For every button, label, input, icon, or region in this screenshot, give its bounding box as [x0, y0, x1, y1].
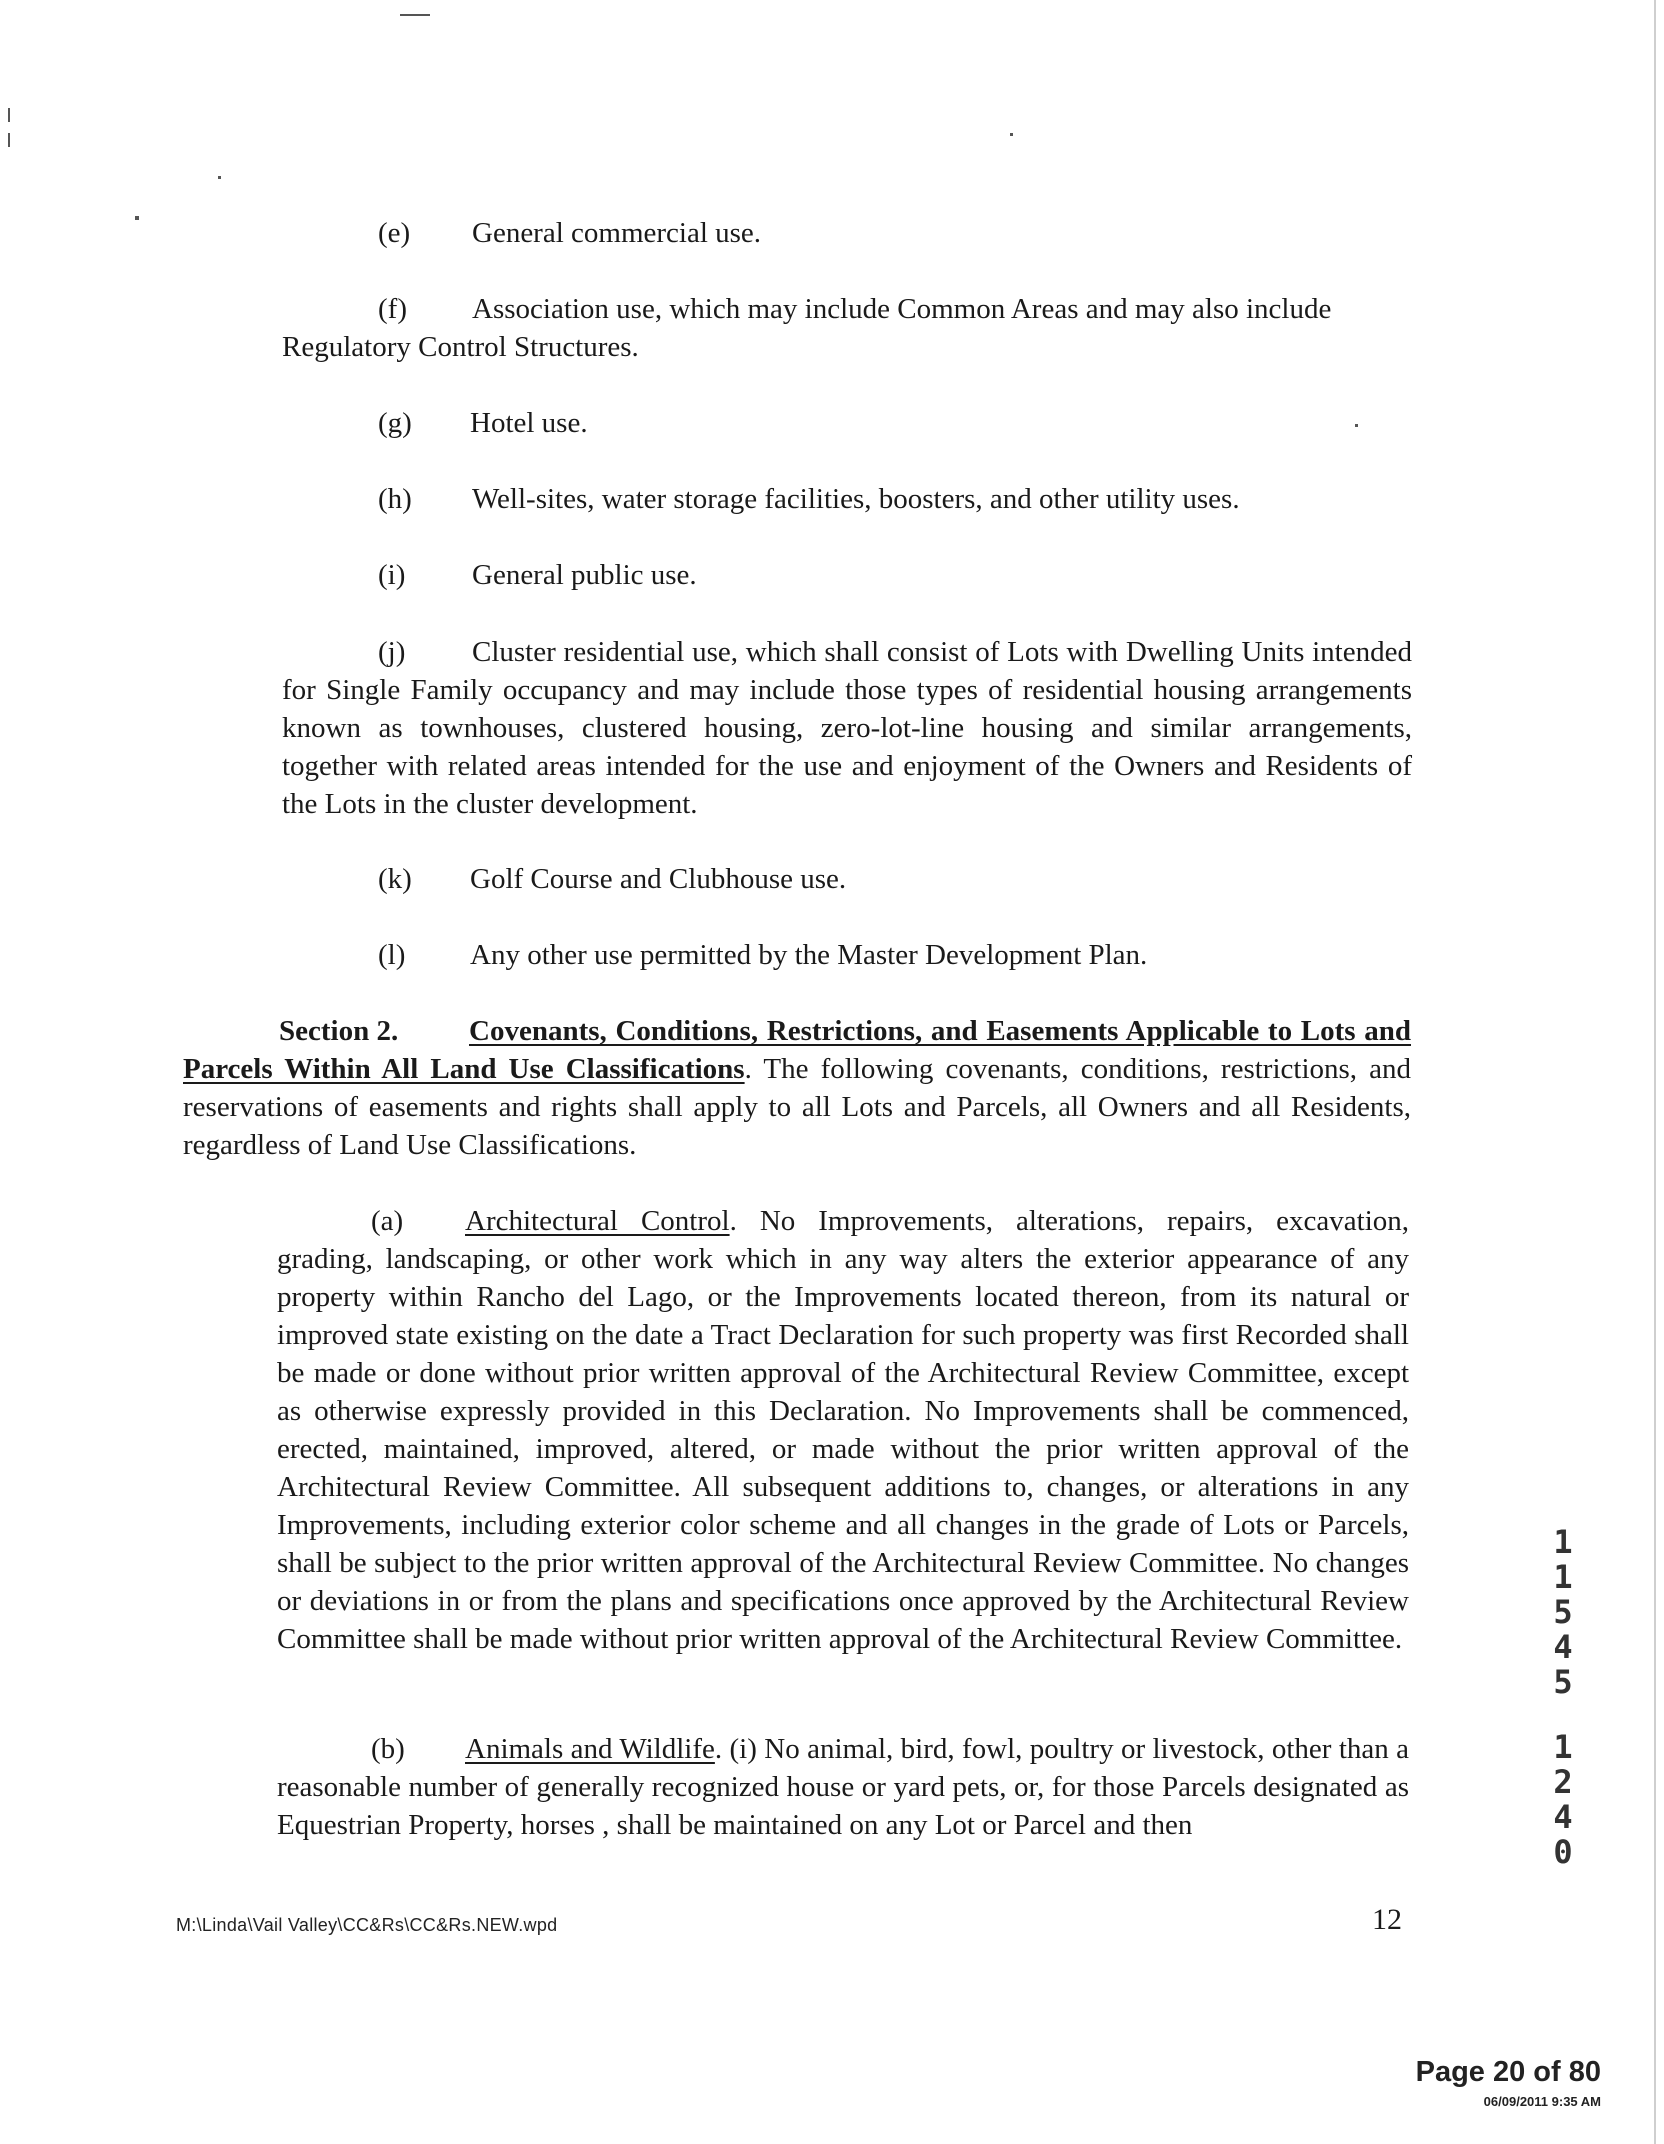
list-item [378, 214, 761, 252]
item-label: (e) [378, 217, 411, 249]
list-item [378, 404, 588, 442]
scan-mark [1355, 424, 1358, 427]
list-item-paragraph [282, 633, 1412, 823]
item-text: Cluster residential use, which shall consist of Lots with Dwelling Units intended for Single Family occupancy and may include those types of residential housing arrangements known as townhouses, clustered housing, zero-lot-line housing and similar arrangements, together with related areas intended for the use and enjoyment of the Owners and Residents of the Lots in the cluster development. [282, 636, 1412, 820]
stamp-digit: 4 [1553, 1798, 1573, 1836]
scan-mark [218, 176, 221, 179]
recording-number-bottom [1548, 1730, 1578, 1870]
item-text: General public use. [472, 559, 697, 591]
stamp-digit: 1 [1553, 1523, 1573, 1561]
item-text-cont: Regulatory Control Structures. [282, 331, 639, 363]
item-label: (k) [378, 863, 412, 895]
item-label: (g) [378, 407, 412, 439]
recorder-page-count: Page 20 of 80 [1415, 2056, 1601, 2088]
subsection-label: (b) [371, 1733, 405, 1765]
item-label: (i) [378, 559, 406, 591]
page-edge-line [1654, 0, 1656, 2144]
section-paragraph [183, 1012, 1411, 1164]
item-text: General commercial use. [472, 217, 762, 249]
subsection-paragraph [277, 1202, 1409, 1658]
recording-number-top [1548, 1525, 1578, 1700]
section-body: The following covenants, conditions, restrictions, and reservations of easements and rights shall apply to all Lots and Parcels, all Owners and all Residents, regardless of Land Use Classifications. [183, 1053, 1411, 1161]
list-item [378, 480, 1240, 518]
stamp-digit: 1 [1553, 1558, 1573, 1596]
stamp-digit: 5 [1553, 1663, 1573, 1701]
item-label: (l) [378, 939, 406, 971]
stamp-digit: 0 [1553, 1833, 1573, 1871]
subsection-heading: Animals and Wildlife [465, 1733, 715, 1765]
item-text: Golf Course and Clubhouse use. [470, 863, 847, 895]
section-heading: Covenants, Conditions, Restrictions, and Easements Applicable to Lots and Parcels Within All Land Use Classifications [183, 1015, 1411, 1085]
file-path: M:\Linda\Vail Valley\CC&Rs\CC&Rs.NEW.wpd [176, 1915, 558, 1935]
item-text: Any other use permitted by the Master Development Plan. [470, 939, 1148, 971]
section-number: Section 2. [279, 1015, 399, 1047]
recorder-datetime: 06/09/2011 9:35 AM [1483, 2094, 1601, 2109]
list-item [378, 936, 1147, 974]
subsection-body: No Improvements, alterations, repairs, excavation, grading, landscaping, or other work which in any way alters the exterior appearance of any property within Rancho del Lago, or the Improvements located thereon, from its natural or improved state existing on the date a Tract Declaration for such property was first Recorded shall be made or done without prior written approval of the Architectural Review Committee, except as otherwise expressly provided in this Declaration. No Improvements shall be commenced, erected, maintained, improved, altered, or made without the prior written approval of the Architectural Review Committee. All subsequent additions to, changes, or alterations in any Improvements, including exterior color scheme and all changes in the grade of Lots or Parcels, shall be subject to the prior written approval of the Architectural Review Committee. No changes or deviations in or from the plans and specifications once approved by the Architectural Review Committee shall be made without prior written approval of the Architectural Review Committee. [277, 1205, 1409, 1655]
subsection-body: (i) No animal, bird, fowl, poultry or livestock, other than a reasonable number of generally recognized house or yard pets, or, for those Parcels designated as Equestrian Property, horses , shall be maintained on any Lot or Parcel and then [277, 1733, 1410, 1841]
stamp-digit: 4 [1553, 1628, 1573, 1666]
list-item [378, 290, 1331, 328]
item-label: (j) [378, 636, 406, 668]
scan-mark [400, 14, 430, 16]
list-item [378, 860, 846, 898]
item-text: Association use, which may include Common Areas and may also include [472, 293, 1332, 325]
stamp-digit: 5 [1553, 1593, 1573, 1631]
scan-mark [8, 108, 10, 122]
item-text: Hotel use. [470, 407, 588, 439]
item-label: (f) [378, 293, 407, 325]
scan-mark [135, 216, 139, 220]
scan-mark [8, 133, 10, 147]
subsection-period: . [714, 1733, 730, 1765]
scan-mark [1010, 133, 1013, 136]
item-text: Well-sites, water storage facilities, boosters, and other utility uses. [472, 483, 1240, 515]
list-item [378, 556, 697, 594]
page-number: 12 [1372, 1903, 1402, 1936]
list-item-continuation [282, 328, 639, 366]
subsection-heading: Architectural Control [465, 1205, 730, 1237]
stamp-digit: 2 [1553, 1763, 1573, 1801]
subsection-label: (a) [371, 1205, 404, 1237]
subsection-period: . [729, 1205, 760, 1237]
item-label: (h) [378, 483, 412, 515]
subsection-paragraph [277, 1730, 1409, 1844]
section-period: . [744, 1053, 764, 1085]
stamp-digit: 1 [1553, 1728, 1573, 1766]
